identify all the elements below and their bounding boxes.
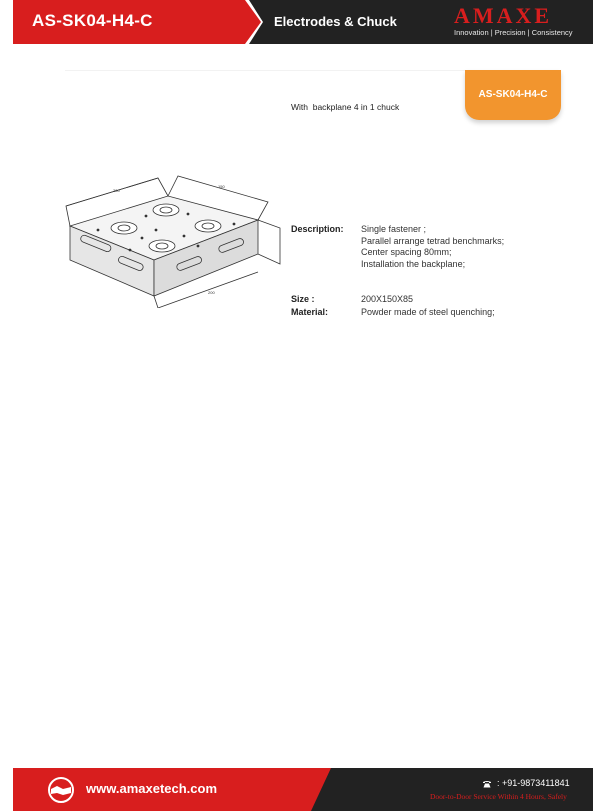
- material-value: Powder made of steel quenching;: [361, 307, 495, 317]
- footer-contact-panel: [311, 768, 593, 811]
- svg-text:200: 200: [113, 188, 120, 193]
- footer-bar: [13, 768, 593, 811]
- svg-text:150: 150: [218, 184, 225, 189]
- header-bar: [13, 0, 593, 44]
- brand-logo: AMAXE: [454, 3, 553, 28]
- product-tag-label: AS-SK04-H4-C: [478, 89, 548, 100]
- divider: [65, 70, 505, 71]
- product-tag: [465, 70, 561, 120]
- description-line: Parallel arrange tetrad benchmarks;: [361, 235, 505, 246]
- product-code-title: AS-SK04-H4-C: [32, 11, 153, 30]
- description-line: Single fastener ;: [361, 224, 427, 234]
- chuck-technical-drawing: [58, 168, 288, 308]
- category-title: Electrodes & Chuck: [274, 14, 397, 29]
- material-label: Material:: [291, 307, 329, 317]
- description-label: Description:: [291, 224, 344, 234]
- phone-number[interactable]: : +91-9873411841: [497, 778, 570, 788]
- description-line: Center spacing 80mm;: [361, 247, 452, 257]
- size-value: 200X150X85: [361, 294, 414, 304]
- service-note: Door-to-Door Service Within 4 Hours, Safely: [430, 792, 567, 801]
- description-line: Installation the backplane;: [361, 258, 466, 269]
- website-link[interactable]: www.amaxetech.com: [86, 781, 218, 796]
- handshake-icon: [47, 777, 75, 803]
- brand-tagline: Innovation | Precision | Consistency: [454, 28, 573, 37]
- size-label: Size :: [291, 294, 315, 304]
- phone-icon: [482, 780, 492, 788]
- svg-text:200: 200: [208, 290, 215, 295]
- product-subtitle: With backplane 4 in 1 chuck: [291, 102, 400, 112]
- description-lines: [361, 224, 504, 270]
